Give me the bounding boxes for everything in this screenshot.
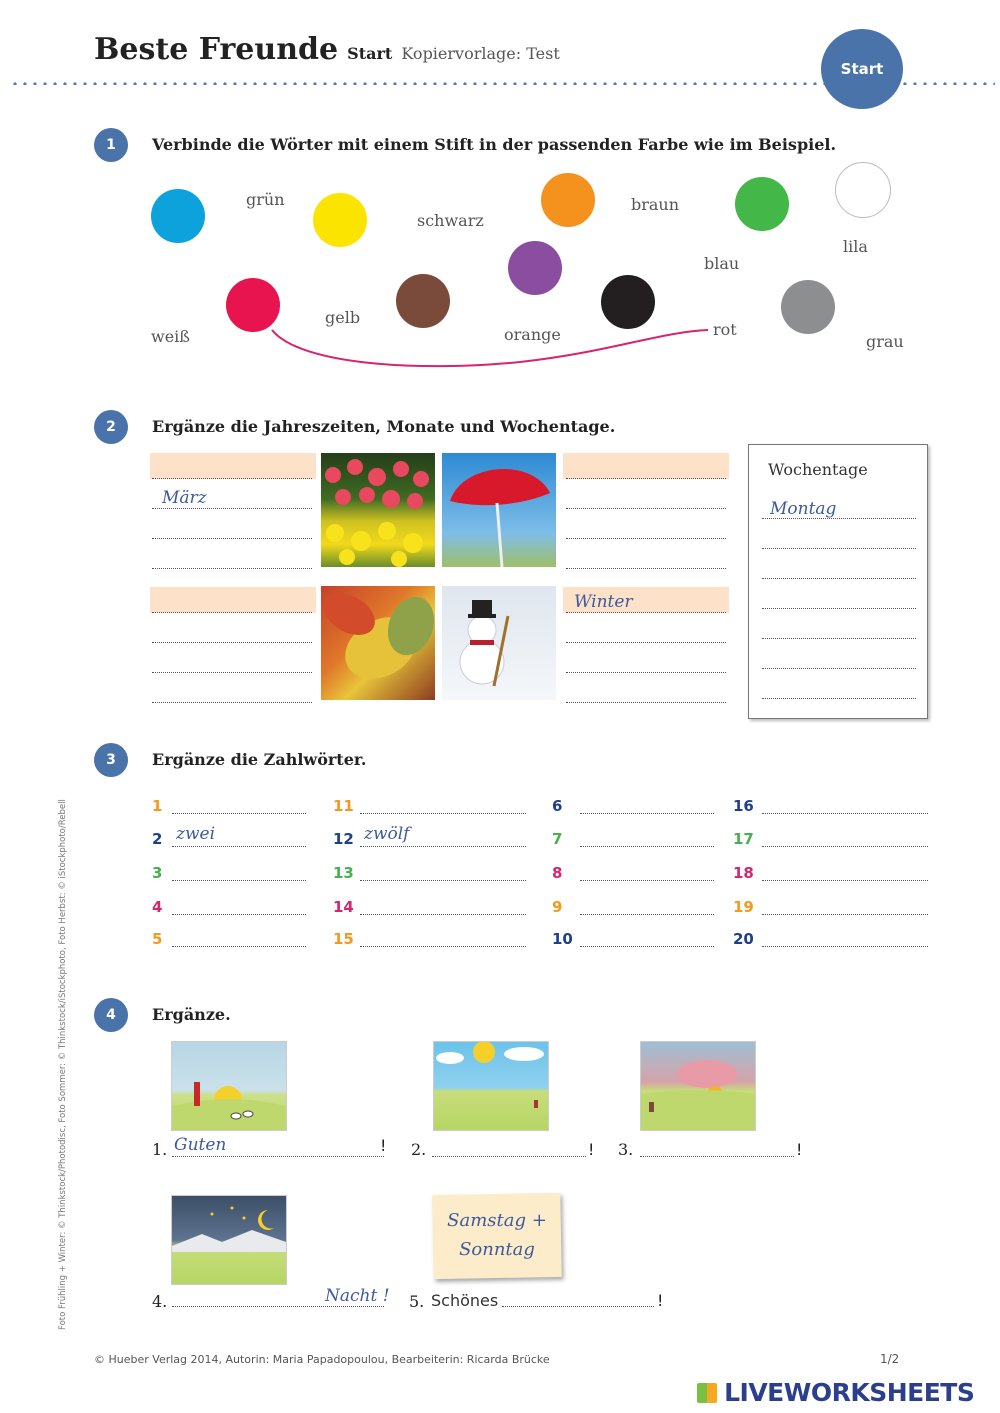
word-gelb[interactable]: gelb (325, 308, 361, 327)
example-connection-line (0, 0, 1000, 400)
answer-winter[interactable]: Winter (574, 592, 633, 612)
subtitle: Kopiervorlage: Test (401, 44, 560, 63)
number-word-line-19[interactable] (762, 914, 928, 915)
month-line[interactable] (566, 568, 726, 569)
number-17: 17 (733, 830, 754, 848)
number-word-line-20[interactable] (762, 946, 928, 947)
line (152, 478, 312, 479)
month-line[interactable] (152, 702, 312, 703)
weekday-line[interactable] (762, 608, 916, 609)
logo-icon (697, 1383, 717, 1403)
liveworksheets-logo[interactable] (697, 1378, 974, 1407)
number-word-line-10[interactable] (580, 946, 714, 947)
number-word-line-5[interactable] (172, 946, 306, 947)
weekday-line[interactable] (762, 698, 916, 699)
number-word-line-18[interactable] (762, 880, 928, 881)
word-rot[interactable]: rot (713, 320, 737, 339)
line (566, 612, 726, 613)
weekday-line[interactable] (762, 578, 916, 579)
month-line[interactable] (566, 538, 726, 539)
number-4: 4 (152, 898, 163, 916)
item-5-end: ! (657, 1291, 664, 1310)
number-8: 8 (552, 864, 563, 882)
logo-text: LIVEWORKSHEETS (724, 1378, 975, 1407)
weekdays-box (748, 444, 928, 719)
task-2-instruction: Ergänze die Jahreszeiten, Monate und Wochentage. (152, 417, 616, 436)
item-4-answer[interactable]: Nacht ! (325, 1286, 390, 1306)
month-line[interactable] (566, 702, 726, 703)
item-2-end: ! (588, 1140, 595, 1159)
number-word-line-17[interactable] (762, 846, 928, 847)
item-3-number: 3. (618, 1140, 634, 1159)
season-field-spring[interactable] (150, 453, 316, 479)
item-4-line[interactable] (172, 1306, 384, 1307)
word-gruen[interactable]: grün (246, 190, 285, 209)
number-12: 12 (333, 830, 354, 848)
line (152, 612, 312, 613)
month-line[interactable] (152, 672, 312, 673)
season-field-autumn[interactable] (150, 587, 316, 613)
item-1-number: 1. (152, 1140, 168, 1159)
item-3-line[interactable] (640, 1156, 794, 1157)
item-5-number: 5. (409, 1292, 425, 1311)
number-14: 14 (333, 898, 354, 916)
month-line[interactable] (152, 538, 312, 539)
word-blau[interactable]: blau (704, 254, 740, 273)
month-line[interactable] (152, 642, 312, 643)
drawing-night (171, 1195, 287, 1285)
task-4-instruction: Ergänze. (152, 1005, 231, 1024)
number-word-line-8[interactable] (580, 880, 714, 881)
task-4-number: 4 (94, 998, 128, 1032)
number-word-line-6[interactable] (580, 813, 714, 814)
weekday-line[interactable] (762, 638, 916, 639)
month-line[interactable] (152, 508, 312, 509)
number-5: 5 (152, 930, 163, 948)
season-field-summer[interactable] (563, 453, 729, 479)
word-weiss[interactable]: weiß (151, 327, 190, 346)
number-word-line-9[interactable] (580, 914, 714, 915)
number-3: 3 (152, 864, 163, 882)
number-word-line-15[interactable] (360, 946, 526, 947)
item-2-number: 2. (411, 1140, 427, 1159)
page-number: 1/2 (880, 1352, 900, 1366)
weekday-line[interactable] (762, 548, 916, 549)
item-1-answer[interactable]: Guten (174, 1135, 227, 1155)
number-word-answer-2[interactable]: zwei (176, 824, 216, 844)
number-word-line-12[interactable] (360, 846, 526, 847)
answer-montag[interactable]: Montag (770, 499, 837, 519)
word-orange[interactable]: orange (504, 325, 561, 344)
answer-maerz[interactable]: März (162, 488, 207, 508)
number-word-line-3[interactable] (172, 880, 306, 881)
number-word-line-16[interactable] (762, 813, 928, 814)
number-15: 15 (333, 930, 354, 948)
drawing-evening (640, 1041, 756, 1131)
winter-photo (442, 586, 556, 700)
task-1-instruction: Verbinde die Wörter mit einem Stift in der passenden Farbe wie im Beispiel. (152, 135, 837, 154)
book-title: Beste Freunde (94, 32, 339, 67)
task-2-number: 2 (94, 410, 128, 444)
number-word-answer-12[interactable]: zwölf (364, 824, 410, 844)
number-word-line-7[interactable] (580, 846, 714, 847)
start-badge-label: Start (840, 60, 884, 78)
photo-credits: Foto Frühling + Winter: © Thinkstock/Photodisc, Foto Sommer: © Thinkstock/iStockphoto, Foto Herbst: © iStockphoto/Rebell (58, 799, 68, 1330)
weekdays-title: Wochentage (768, 460, 868, 479)
item-4-number: 4. (152, 1292, 168, 1311)
summer-photo (442, 453, 556, 567)
item-2-line[interactable] (432, 1156, 586, 1157)
number-19: 19 (733, 898, 754, 916)
month-line[interactable] (566, 672, 726, 673)
month-line[interactable] (566, 642, 726, 643)
autumn-photo (321, 586, 435, 700)
number-2: 2 (152, 830, 163, 848)
level-label: Start (347, 44, 393, 63)
number-13: 13 (333, 864, 354, 882)
number-word-line-4[interactable] (172, 914, 306, 915)
task-3-number: 3 (94, 743, 128, 777)
number-18: 18 (733, 864, 754, 882)
word-schwarz[interactable]: schwarz (417, 211, 484, 230)
footer-copyright: © Hueber Verlag 2014, Autorin: Maria Papadopoulou, Bearbeiterin: Ricarda Brücke (94, 1353, 550, 1366)
month-line[interactable] (152, 568, 312, 569)
number-word-line-13[interactable] (360, 880, 526, 881)
line (566, 478, 726, 479)
number-9: 9 (552, 898, 563, 916)
item-1-end: ! (380, 1136, 387, 1155)
item-3-end: ! (796, 1140, 803, 1159)
task-1-number: 1 (94, 128, 128, 162)
weekday-line[interactable] (762, 518, 916, 519)
number-word-line-2[interactable] (172, 846, 306, 847)
word-braun[interactable]: braun (631, 195, 680, 214)
number-16: 16 (733, 797, 754, 815)
word-grau[interactable]: grau (866, 332, 904, 351)
item-5-line[interactable] (502, 1306, 654, 1307)
number-6: 6 (552, 797, 563, 815)
number-10: 10 (552, 930, 573, 948)
item-5-prefix: Schönes (431, 1291, 499, 1310)
task-3-instruction: Ergänze die Zahlwörter. (152, 750, 367, 769)
number-word-line-14[interactable] (360, 914, 526, 915)
number-7: 7 (552, 830, 563, 848)
weekday-line[interactable] (762, 668, 916, 669)
number-word-line-11[interactable] (360, 813, 526, 814)
word-lila[interactable]: lila (843, 237, 868, 256)
number-20: 20 (733, 930, 754, 948)
spring-photo (321, 453, 435, 567)
month-line[interactable] (566, 508, 726, 509)
number-11: 11 (333, 797, 354, 815)
number-word-line-1[interactable] (172, 813, 306, 814)
weekend-note-text: Samstag + Sonntag (447, 1210, 547, 1260)
drawing-day (433, 1041, 549, 1131)
drawing-morning (171, 1041, 287, 1131)
item-1-line[interactable] (172, 1156, 384, 1157)
number-1: 1 (152, 797, 163, 815)
